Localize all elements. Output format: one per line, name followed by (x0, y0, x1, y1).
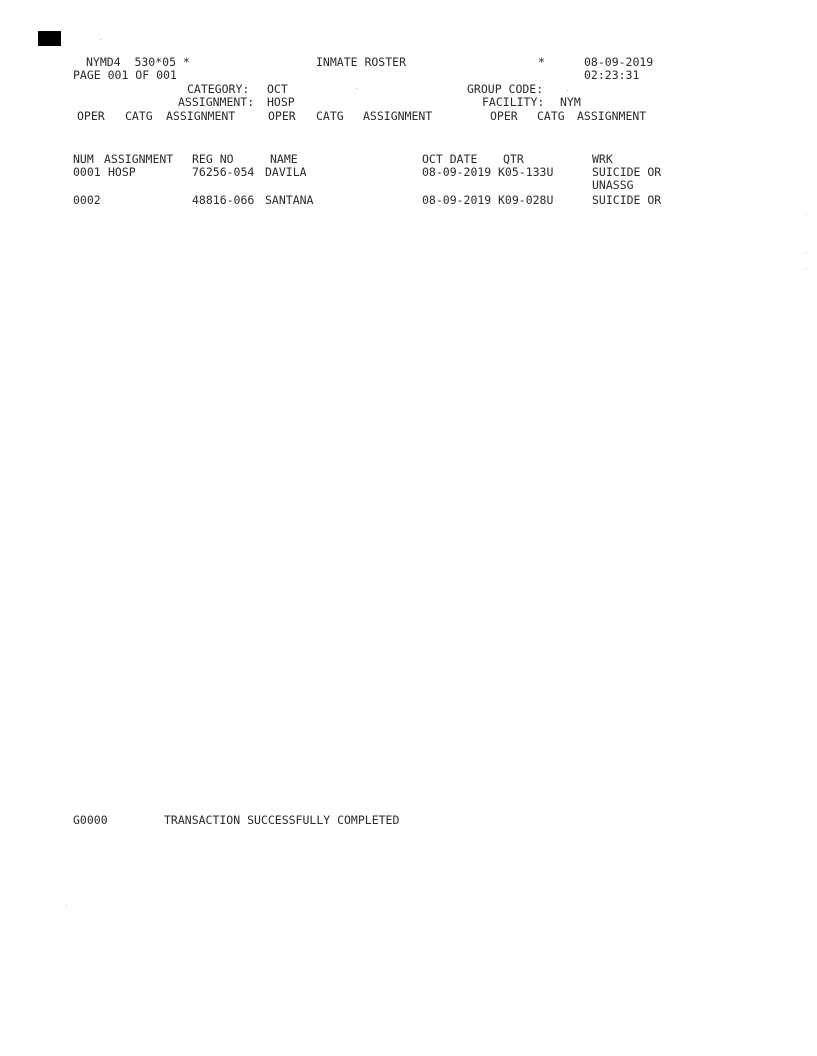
facility-label: FACILITY: (482, 95, 545, 109)
redaction-mark (38, 31, 61, 46)
scan-speck (66, 905, 67, 906)
page-number: PAGE 001 OF 001 (73, 68, 177, 82)
report-title: INMATE ROSTER (316, 55, 407, 69)
report-time: 02:23:31 (584, 68, 640, 82)
col-num-header: NUM (73, 152, 94, 166)
col-wrk-header: WRK (592, 152, 613, 166)
col-oct-date-header: OCT DATE (422, 152, 478, 166)
row-oct-date: 08-09-2019 (422, 165, 492, 179)
row-assignment: HOSP (108, 165, 136, 179)
assignment-header: ASSIGNMENT (363, 109, 433, 123)
facility-value: NYM (560, 95, 581, 109)
header-star: * (538, 55, 545, 69)
row-reg-no: 76256-054 (192, 165, 255, 179)
row-qtr: K05-133U (498, 165, 554, 179)
scan-speck (806, 214, 807, 215)
scan-speck (806, 268, 807, 269)
group-code-label: GROUP CODE: (467, 82, 544, 96)
row-wrk-continued: UNASSG (592, 178, 634, 192)
oper-header: OPER (77, 109, 105, 123)
catg-header: CATG (316, 109, 344, 123)
terminal-id: NYMD4 530*05 * (86, 55, 190, 69)
assignment-header: ASSIGNMENT (577, 109, 647, 123)
status-message: TRANSACTION SUCCESSFULLY COMPLETED (164, 813, 400, 827)
row-name: DAVILA (265, 165, 307, 179)
row-num: 0002 (73, 193, 101, 207)
col-qtr-header: QTR (503, 152, 524, 166)
catg-header: CATG (537, 109, 565, 123)
row-oct-date: 08-09-2019 (422, 193, 492, 207)
row-name: SANTANA (265, 193, 314, 207)
scan-speck (806, 252, 807, 253)
category-value: OCT (267, 82, 288, 96)
catg-header: CATG (125, 109, 153, 123)
status-code: G0000 (73, 813, 108, 827)
col-name-header: NAME (270, 152, 298, 166)
row-qtr: K09-028U (498, 193, 554, 207)
col-assignment-header: ASSIGNMENT (104, 152, 174, 166)
row-num: 0001 (73, 165, 101, 179)
assignment-value: HOSP (267, 95, 295, 109)
row-wrk: SUICIDE OR (592, 193, 662, 207)
report-date: 08-09-2019 (584, 55, 654, 69)
scan-speck (356, 88, 357, 89)
oper-header: OPER (268, 109, 296, 123)
row-reg-no: 48816-066 (192, 193, 255, 207)
oper-header: OPER (490, 109, 518, 123)
scan-speck (567, 90, 568, 91)
scan-speck (100, 39, 101, 40)
col-reg-no-header: REG NO (192, 152, 234, 166)
assignment-label: ASSIGNMENT: (178, 95, 255, 109)
category-label: CATEGORY: (187, 82, 250, 96)
assignment-header: ASSIGNMENT (166, 109, 236, 123)
row-wrk: SUICIDE OR (592, 165, 662, 179)
